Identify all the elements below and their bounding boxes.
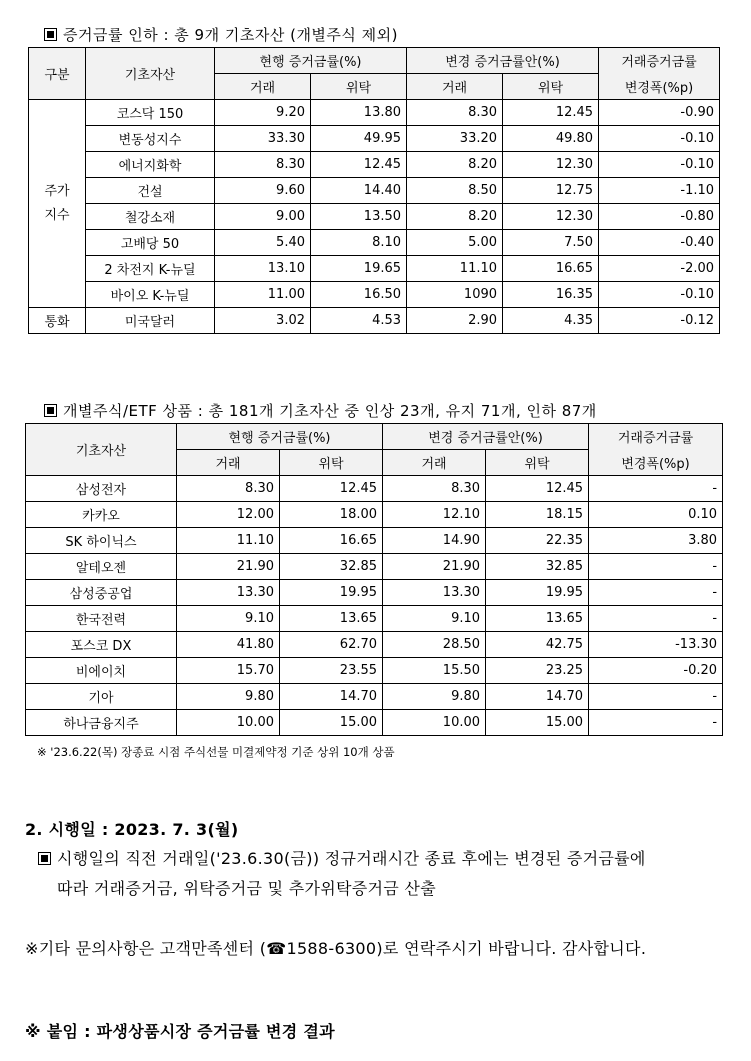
table-row xyxy=(29,256,720,282)
delta-cell: -0.10 xyxy=(599,126,720,152)
cur-consign-cell: 23.55 xyxy=(280,658,383,684)
new-trade-cell: 1090 xyxy=(407,282,503,308)
stock-margin-table xyxy=(25,423,723,736)
new-consign-cell: 7.50 xyxy=(503,230,599,256)
asset-cell: 에너지화학 xyxy=(86,152,215,178)
cur-trade-cell: 9.10 xyxy=(177,606,280,632)
new-consign-cell: 22.35 xyxy=(486,528,589,554)
new-consign-cell: 12.30 xyxy=(503,204,599,230)
header-current: 현행 증거금률(%) xyxy=(177,424,383,450)
delta-cell: - xyxy=(589,710,723,736)
delta-cell: - xyxy=(589,476,723,502)
header-changed: 변경 증거금률안(%) xyxy=(383,424,589,450)
contact-line xyxy=(25,936,646,959)
contact-suffix: )로 연락주시기 바랍니다. 감사합니다. xyxy=(376,939,647,958)
header-trade: 거래 xyxy=(215,74,311,100)
table-row xyxy=(26,528,723,554)
cur-consign-cell: 19.65 xyxy=(311,256,407,282)
cur-trade-cell: 8.30 xyxy=(215,152,311,178)
cur-trade-cell: 8.30 xyxy=(177,476,280,502)
effective-line1 xyxy=(38,846,646,869)
delta-cell: -13.30 xyxy=(589,632,723,658)
effective-line2: 따라 거래증거금, 위탁증거금 및 추가위탁증거금 산출 xyxy=(57,879,436,898)
new-consign-cell: 13.65 xyxy=(486,606,589,632)
delta-cell: -1.10 xyxy=(599,178,720,204)
new-trade-cell: 28.50 xyxy=(383,632,486,658)
asset-cell: SK 하이닉스 xyxy=(26,528,177,554)
table-footnote: ※ '23.6.22(목) 장종료 시점 주식선물 미결제약정 기준 상위 10개 상품 xyxy=(37,745,395,759)
new-consign-cell: 15.00 xyxy=(486,710,589,736)
header-asset: 기초자산 xyxy=(26,424,177,476)
cur-consign-cell: 13.65 xyxy=(280,606,383,632)
cur-consign-cell: 19.95 xyxy=(280,580,383,606)
new-consign-cell: 42.75 xyxy=(486,632,589,658)
cur-consign-cell: 13.80 xyxy=(311,100,407,126)
cur-consign-cell: 49.95 xyxy=(311,126,407,152)
asset-cell: 2 차전지 K-뉴딜 xyxy=(86,256,215,282)
square-bullet-icon xyxy=(38,852,51,865)
header-consign: 위탁 xyxy=(280,450,383,476)
cur-consign-cell: 4.53 xyxy=(311,308,407,334)
asset-cell: 변동성지수 xyxy=(86,126,215,152)
new-trade-cell: 13.30 xyxy=(383,580,486,606)
asset-cell: 한국전력 xyxy=(26,606,177,632)
table-row xyxy=(29,308,720,334)
index-margin-table xyxy=(28,47,720,334)
new-consign-cell: 49.80 xyxy=(503,126,599,152)
new-trade-cell: 33.20 xyxy=(407,126,503,152)
cur-trade-cell: 9.20 xyxy=(215,100,311,126)
delta-cell: - xyxy=(589,606,723,632)
cur-trade-cell: 9.00 xyxy=(215,204,311,230)
asset-cell: 기아 xyxy=(26,684,177,710)
cur-trade-cell: 3.02 xyxy=(215,308,311,334)
header-consign: 위탁 xyxy=(486,450,589,476)
contact-prefix: ※기타 문의사항은 고객만족센터 ( xyxy=(25,939,267,958)
table-row xyxy=(26,658,723,684)
cur-trade-cell: 9.60 xyxy=(215,178,311,204)
asset-cell: 삼성전자 xyxy=(26,476,177,502)
header-consign: 위탁 xyxy=(503,74,599,100)
table-row xyxy=(26,580,723,606)
cur-consign-cell: 32.85 xyxy=(280,554,383,580)
group-cell-stock-index xyxy=(29,100,86,308)
delta-cell: -0.12 xyxy=(599,308,720,334)
header-delta-line2: 변경폭(%p) xyxy=(599,74,720,100)
asset-cell: 철강소재 xyxy=(86,204,215,230)
table-row xyxy=(29,204,720,230)
delta-cell: 0.10 xyxy=(589,502,723,528)
new-trade-cell: 9.80 xyxy=(383,684,486,710)
new-trade-cell: 10.00 xyxy=(383,710,486,736)
square-bullet-icon xyxy=(44,404,57,417)
header-changed: 변경 증거금률안(%) xyxy=(407,48,599,74)
table-row xyxy=(29,282,720,308)
delta-cell: -0.80 xyxy=(599,204,720,230)
new-trade-cell: 11.10 xyxy=(407,256,503,282)
asset-cell: 하나금융지주 xyxy=(26,710,177,736)
table-row xyxy=(26,554,723,580)
delta-cell: - xyxy=(589,554,723,580)
header-trade: 거래 xyxy=(177,450,280,476)
table-row xyxy=(29,178,720,204)
header-delta-line2: 변경폭(%p) xyxy=(589,450,723,476)
table-row xyxy=(26,502,723,528)
delta-cell: - xyxy=(589,684,723,710)
group-label-line2: 지수 xyxy=(44,207,70,223)
delta-cell: 3.80 xyxy=(589,528,723,554)
header-delta-line1: 거래증거금률 xyxy=(599,48,720,74)
section1-heading xyxy=(44,24,398,45)
table-row xyxy=(26,606,723,632)
table-row xyxy=(29,100,720,126)
contact-phone: 1588-6300 xyxy=(286,939,377,958)
cur-consign-cell: 14.70 xyxy=(280,684,383,710)
new-consign-cell: 23.25 xyxy=(486,658,589,684)
new-consign-cell: 12.30 xyxy=(503,152,599,178)
group-label-line1: 주가 xyxy=(44,183,70,199)
cur-trade-cell: 9.80 xyxy=(177,684,280,710)
new-trade-cell: 8.20 xyxy=(407,204,503,230)
cur-trade-cell: 12.00 xyxy=(177,502,280,528)
new-trade-cell: 2.90 xyxy=(407,308,503,334)
new-consign-cell: 18.15 xyxy=(486,502,589,528)
header-delta-line1: 거래증거금률 xyxy=(589,424,723,450)
square-bullet-icon xyxy=(44,28,57,41)
cur-consign-cell: 16.65 xyxy=(280,528,383,554)
asset-cell: 삼성중공업 xyxy=(26,580,177,606)
cur-trade-cell: 13.10 xyxy=(215,256,311,282)
cur-trade-cell: 33.30 xyxy=(215,126,311,152)
cur-trade-cell: 11.10 xyxy=(177,528,280,554)
new-trade-cell: 12.10 xyxy=(383,502,486,528)
header-current: 현행 증거금률(%) xyxy=(215,48,407,74)
attachment-note: ※ 붙임 : 파생상품시장 증거금률 변경 결과 xyxy=(25,1022,335,1041)
header-trade: 거래 xyxy=(383,450,486,476)
table-row xyxy=(29,152,720,178)
new-trade-cell: 8.20 xyxy=(407,152,503,178)
new-trade-cell: 8.30 xyxy=(407,100,503,126)
new-trade-cell: 14.90 xyxy=(383,528,486,554)
cur-trade-cell: 10.00 xyxy=(177,710,280,736)
cur-trade-cell: 41.80 xyxy=(177,632,280,658)
asset-cell: 알테오젠 xyxy=(26,554,177,580)
new-consign-cell: 12.45 xyxy=(486,476,589,502)
cur-trade-cell: 5.40 xyxy=(215,230,311,256)
asset-cell: 코스닥 150 xyxy=(86,100,215,126)
header-category: 구분 xyxy=(29,48,86,100)
section2-heading-text: 개별주식/ETF 상품 : 총 181개 기초자산 중 인상 23개, 유지 71개, 인하 87개 xyxy=(63,402,597,420)
new-consign-cell: 16.65 xyxy=(503,256,599,282)
cur-trade-cell: 21.90 xyxy=(177,554,280,580)
effective-line1-text: 시행일의 직전 거래일('23.6.30(금)) 정규거래시간 종료 후에는 변경된 증거금률에 xyxy=(57,849,646,868)
new-consign-cell: 4.35 xyxy=(503,308,599,334)
table-row xyxy=(29,126,720,152)
header-trade: 거래 xyxy=(407,74,503,100)
asset-cell: 고배당 50 xyxy=(86,230,215,256)
delta-cell: -0.20 xyxy=(589,658,723,684)
asset-cell: 미국달러 xyxy=(86,308,215,334)
delta-cell: -2.00 xyxy=(599,256,720,282)
delta-cell: -0.10 xyxy=(599,152,720,178)
new-consign-cell: 16.35 xyxy=(503,282,599,308)
cur-consign-cell: 8.10 xyxy=(311,230,407,256)
new-consign-cell: 12.75 xyxy=(503,178,599,204)
asset-cell: 카카오 xyxy=(26,502,177,528)
new-trade-cell: 5.00 xyxy=(407,230,503,256)
delta-cell: -0.90 xyxy=(599,100,720,126)
table-row xyxy=(29,230,720,256)
cur-trade-cell: 11.00 xyxy=(215,282,311,308)
cur-consign-cell: 18.00 xyxy=(280,502,383,528)
new-consign-cell: 14.70 xyxy=(486,684,589,710)
asset-cell: 비에이치 xyxy=(26,658,177,684)
cur-consign-cell: 12.45 xyxy=(280,476,383,502)
new-trade-cell: 8.30 xyxy=(383,476,486,502)
new-trade-cell: 9.10 xyxy=(383,606,486,632)
section1-heading-text: 증거금률 인하 : 총 9개 기초자산 (개별주식 제외) xyxy=(63,26,398,44)
delta-cell: -0.40 xyxy=(599,230,720,256)
asset-cell: 포스코 DX xyxy=(26,632,177,658)
group-cell-currency: 통화 xyxy=(29,308,86,334)
asset-cell: 건설 xyxy=(86,178,215,204)
table-row xyxy=(26,632,723,658)
new-consign-cell: 12.45 xyxy=(503,100,599,126)
cur-consign-cell: 16.50 xyxy=(311,282,407,308)
new-consign-cell: 19.95 xyxy=(486,580,589,606)
table-row xyxy=(26,710,723,736)
table-row xyxy=(26,684,723,710)
delta-cell: -0.10 xyxy=(599,282,720,308)
cur-consign-cell: 15.00 xyxy=(280,710,383,736)
header-consign: 위탁 xyxy=(311,74,407,100)
asset-cell: 바이오 K-뉴딜 xyxy=(86,282,215,308)
new-trade-cell: 15.50 xyxy=(383,658,486,684)
cur-consign-cell: 12.45 xyxy=(311,152,407,178)
phone-icon: ☎ xyxy=(266,939,287,958)
cur-trade-cell: 13.30 xyxy=(177,580,280,606)
section2-heading xyxy=(44,400,597,421)
effective-date-title: 2. 시행일 : 2023. 7. 3(월) xyxy=(25,820,239,839)
cur-trade-cell: 15.70 xyxy=(177,658,280,684)
cur-consign-cell: 13.50 xyxy=(311,204,407,230)
new-trade-cell: 8.50 xyxy=(407,178,503,204)
cur-consign-cell: 62.70 xyxy=(280,632,383,658)
delta-cell: - xyxy=(589,580,723,606)
table-row xyxy=(26,476,723,502)
header-asset: 기초자산 xyxy=(86,48,215,100)
cur-consign-cell: 14.40 xyxy=(311,178,407,204)
new-trade-cell: 21.90 xyxy=(383,554,486,580)
new-consign-cell: 32.85 xyxy=(486,554,589,580)
